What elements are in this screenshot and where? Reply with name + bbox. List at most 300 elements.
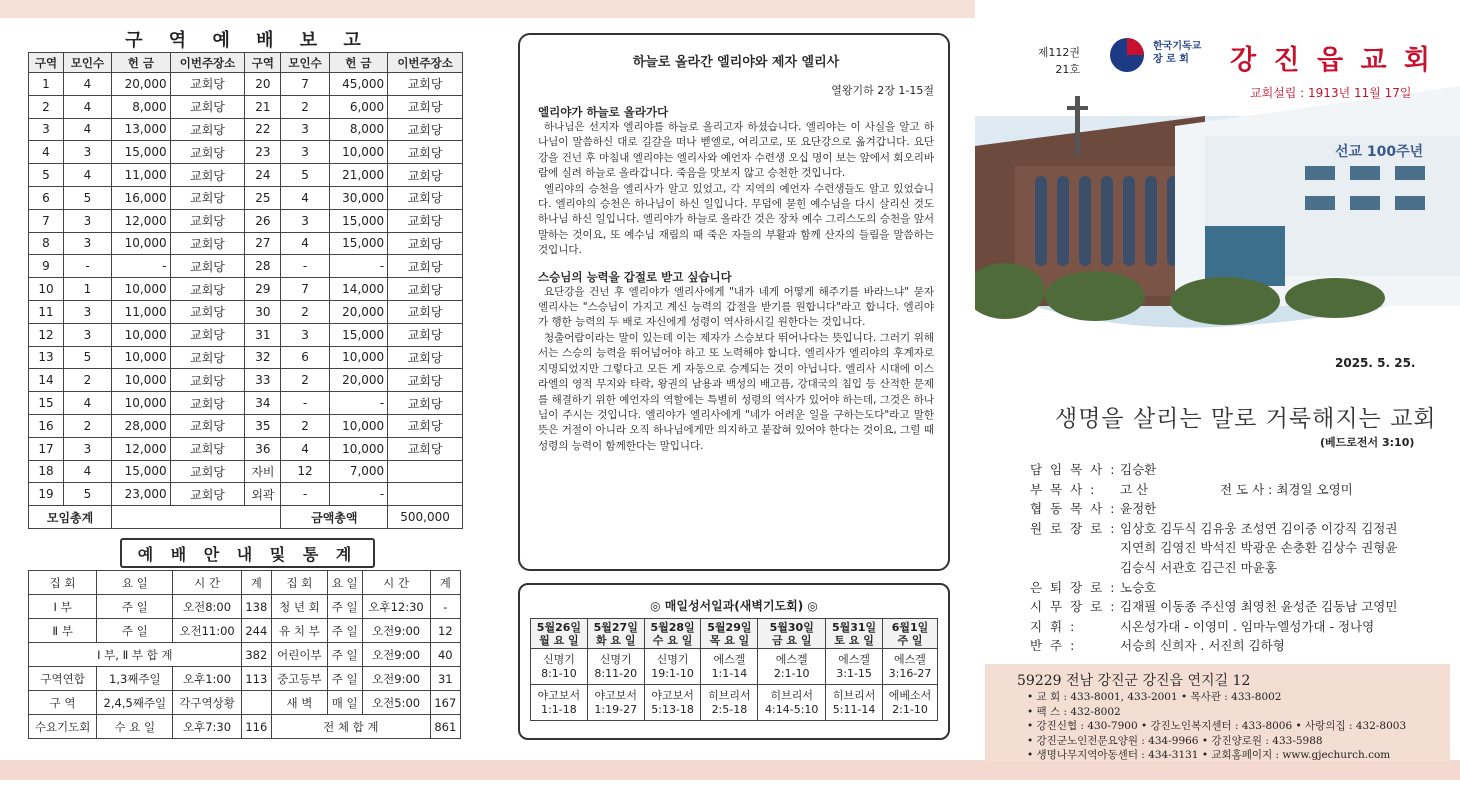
staff-names: 임상호 김두식 김유웅 조성연 김이중 이강직 김정권 (1120, 520, 1398, 536)
table-cell: 2 (281, 95, 329, 118)
report-header-cell: 모인수 (63, 53, 111, 73)
table-cell: 11 (29, 300, 64, 323)
table-cell: 10,000 (329, 437, 388, 460)
table-cell: 주 일 (327, 667, 362, 691)
table-cell: 교회당 (170, 278, 245, 301)
bible-book: 에스겔 (838, 652, 871, 666)
issue-volume: 제112권 (1037, 46, 1080, 59)
table-cell: 10,000 (112, 232, 171, 255)
table-cell: 교회당 (170, 232, 245, 255)
staff-label: 시 무 장 로 : (1030, 599, 1117, 615)
table-cell: 2 (281, 414, 329, 437)
stats-header-row (29, 571, 461, 595)
table-cell: 교회당 (388, 323, 463, 346)
staff-row (1030, 597, 1397, 617)
table-cell: 주 일 (97, 619, 173, 643)
bible-reading-cell (701, 649, 758, 685)
table-cell: 오전9:00 (362, 667, 430, 691)
table-cell: - (281, 255, 329, 278)
table-cell: 15,000 (329, 232, 388, 255)
table-cell: 4 (63, 392, 111, 415)
table-cell: 주 일 (327, 595, 362, 619)
bible-chapter: 19:1-10 (651, 666, 694, 680)
total-empty (112, 506, 281, 529)
report-header-cell: 헌 금 (112, 53, 171, 73)
top-band (0, 0, 975, 18)
bible-book: 에스겔 (775, 652, 808, 666)
worship-stats-title-box (120, 538, 375, 568)
table-cell: 교회당 (170, 437, 245, 460)
table-cell: 3 (63, 141, 111, 164)
table-cell: 4 (63, 460, 111, 483)
district-report-table (28, 52, 463, 529)
table-cell: - (329, 392, 388, 415)
bible-day-cell (882, 619, 937, 649)
table-row (29, 667, 461, 691)
staff-row (1030, 460, 1397, 480)
bible-reading-cell (826, 685, 883, 721)
denomination-name (1153, 40, 1201, 66)
table-cell: 15,000 (329, 323, 388, 346)
bible-date: 5월29일 (707, 620, 752, 634)
table-cell: 28 (245, 255, 281, 278)
bible-chapter: 2:5-18 (711, 702, 748, 716)
table-row (29, 300, 463, 323)
table-cell: 13 (29, 346, 64, 369)
table-cell: 6 (281, 346, 329, 369)
table-cell: 교회당 (388, 209, 463, 232)
table-cell: 교회당 (170, 460, 245, 483)
staff-row (1030, 519, 1397, 539)
table-row (29, 186, 463, 209)
table-row (29, 278, 463, 301)
bible-day-cell (531, 619, 588, 649)
staff-label (1030, 558, 1120, 578)
table-cell: 교회당 (388, 73, 463, 96)
table-cell: 각구역상황 (173, 691, 241, 715)
bible-reading-cell (758, 685, 826, 721)
table-cell: 교회당 (170, 369, 245, 392)
table-cell (388, 460, 463, 483)
staff-names: 서승희 신희자 . 서진희 김하형 (1120, 638, 1285, 654)
slogan-reference: (베드로전서 3:10) (1320, 436, 1415, 449)
bible-book: 야고보서 (537, 688, 581, 702)
worship-stats-title: 예 배 안 내 및 통 계 (137, 544, 358, 564)
report-header-cell: 이번주장소 (388, 53, 463, 73)
table-cell: 40 (430, 643, 460, 667)
table-row (29, 414, 463, 437)
table-cell: 12,000 (112, 209, 171, 232)
denomination-line1: 한국기독교 (1153, 41, 1202, 52)
bible-chapter: 1:1-14 (711, 666, 748, 680)
table-cell: 7 (281, 278, 329, 301)
table-cell: 교회당 (388, 232, 463, 255)
amount-total: 500,000 (388, 506, 463, 529)
table-cell: 교회당 (388, 186, 463, 209)
table-cell: 33 (245, 369, 281, 392)
staff-label: 담 임 목 사 : (1030, 462, 1117, 477)
table-cell: 교회당 (388, 164, 463, 187)
table-cell: 구역연합 (29, 667, 97, 691)
report-header-cell: 구역 (245, 53, 281, 73)
table-cell: 10,000 (329, 141, 388, 164)
staff-label: 지 휘 : (1030, 618, 1077, 634)
report-header-cell: 모인수 (281, 53, 329, 73)
table-cell: 3 (29, 118, 64, 141)
table-cell: 교회당 (170, 141, 245, 164)
bible-reading-cell (882, 685, 937, 721)
table-cell: 25 (245, 186, 281, 209)
table-cell: 새 벽 (272, 691, 328, 715)
table-cell: - (112, 255, 171, 278)
table-cell: 22 (245, 118, 281, 141)
table-cell: 9 (29, 255, 64, 278)
staff-row (1030, 578, 1397, 598)
bible-reading-cell (644, 685, 701, 721)
table-cell: - (329, 483, 388, 506)
table-cell: 10,000 (112, 369, 171, 392)
bible-day-cell (644, 619, 701, 649)
table-cell: 교회당 (170, 255, 245, 278)
table-cell: 167 (430, 691, 460, 715)
staff-names: 윤정한 (1120, 501, 1157, 517)
bible-book: 신명기 (656, 652, 689, 666)
table-cell: 26 (245, 209, 281, 232)
table-cell: 교회당 (388, 414, 463, 437)
table-cell: 138 (241, 595, 271, 619)
table-cell: 12 (29, 323, 64, 346)
table-row (29, 437, 463, 460)
table-row (29, 346, 463, 369)
table-cell: 31 (430, 667, 460, 691)
sermon-subheading: 엘리야가 하늘로 올라가다 (538, 105, 669, 119)
table-cell: 2 (29, 95, 64, 118)
table-cell: 주 일 (97, 595, 173, 619)
denomination-line2: 장 로 회 (1153, 54, 1189, 65)
staff-list (1030, 460, 1397, 656)
table-cell: 외곽 (245, 483, 281, 506)
table-cell: 10,000 (112, 346, 171, 369)
table-cell: 교회당 (170, 300, 245, 323)
bible-reading-row (531, 649, 938, 685)
bible-reading-cell (531, 649, 588, 685)
staff-row (1030, 538, 1397, 558)
table-cell: 2 (63, 369, 111, 392)
staff-names: 김승환 (1120, 462, 1157, 477)
table-cell: 24 (245, 164, 281, 187)
staff-label: 반 주 : (1030, 638, 1077, 654)
table-cell: 382 (241, 643, 271, 667)
table-cell: 교회당 (170, 483, 245, 506)
stats-header-cell: 집 회 (29, 571, 97, 595)
table-row (29, 619, 461, 643)
table-cell: 21 (245, 95, 281, 118)
table-cell: 21,000 (329, 164, 388, 187)
sermon-paragraph: 엘리야의 승천을 엘리사가 알고 있었고, 각 지역의 예언자 수련생들도 알고 있었습니다. 엘리야의 승천은 하나님이 하신 일입니다. 무덤에 묻힌 예수님을 다시 살리신 것도 하나님 하신 일입니다. 엘리야가 하늘로 올라간 것은 장차 예수 그리스도의 승천을 앞서 말하는 것이요, 또 예수님 재림의 때 죽은 자들의 부활과 함께 산자의 들림을 말씀하는 것입니다. (538, 182, 934, 257)
table-cell: 116 (241, 715, 271, 739)
table-cell: 교회당 (388, 300, 463, 323)
table-row (29, 595, 461, 619)
stats-header-cell: 집 회 (272, 571, 328, 595)
table-cell (241, 691, 271, 715)
staff-row (1030, 499, 1397, 519)
established-date: 교회설립 : 1913년 11월 17일 (1250, 86, 1412, 100)
church-name: 강 진 읍 교 회 (1230, 45, 1435, 76)
contact-list (1027, 690, 1406, 763)
stats-header-cell: 요 일 (97, 571, 173, 595)
issue-number (1020, 44, 1080, 78)
bible-book: 히브리서 (832, 688, 876, 702)
bible-book: 신명기 (542, 652, 575, 666)
bible-chapter: 3:16-27 (888, 666, 932, 680)
bible-book: 신명기 (599, 652, 632, 666)
table-cell: 113 (241, 667, 271, 691)
table-cell: 12 (430, 619, 460, 643)
table-cell: 20 (245, 73, 281, 96)
stats-header-cell: 계 (430, 571, 460, 595)
district-report-title: 구 역 예 배 보 고 (125, 30, 371, 51)
bible-date: 5월31일 (831, 620, 877, 634)
table-row (29, 483, 463, 506)
table-cell: 교회당 (388, 255, 463, 278)
bible-book: 히브리서 (708, 688, 751, 702)
table-cell: 교회당 (388, 141, 463, 164)
table-cell: 7 (281, 73, 329, 96)
table-cell: 12 (281, 460, 329, 483)
table-cell: - (329, 255, 388, 278)
contact-line: • 강진신협 : 430-7900 • 강진노인복지센터 : 433-8006 • 사랑의집 : 432-8003 (1027, 720, 1407, 733)
table-cell: 8,000 (112, 95, 171, 118)
table-cell: 45,000 (329, 73, 388, 96)
bible-reading-cell (644, 649, 701, 685)
table-cell: 교회당 (170, 414, 245, 437)
table-cell: 교회당 (170, 73, 245, 96)
table-cell: 교회당 (388, 369, 463, 392)
table-cell: 교회당 (170, 392, 245, 415)
table-cell: 10,000 (112, 323, 171, 346)
bible-day-cell (758, 619, 826, 649)
bible-reading-cell (826, 649, 883, 685)
table-cell: - (63, 255, 111, 278)
table-row (29, 118, 463, 141)
table-row (29, 691, 461, 715)
bible-weekday: 토 요 일 (834, 633, 874, 647)
bulletin-date: 2025. 5. 25. (1335, 356, 1416, 370)
table-cell: 23,000 (112, 483, 171, 506)
table-cell: 오전9:00 (362, 619, 430, 643)
table-row (29, 323, 463, 346)
table-cell: 15,000 (329, 209, 388, 232)
sermon-paragraph: 하나님은 선지자 엘리야를 하늘로 올리고자 하셨습니다. 엘리야는 이 사실을 알고 하나님이 말씀하신 대로 길갈을 떠나 벧엘로, 여리고로, 또 요단강으로 옮겨갑니다. 요단강을 건넌 후 마침내 엘리야는 엘리사와 예언자 수련생 오십 명이 보는 앞에서 회오리바람에 실려 하늘로 올라갑니다. 죽음을 맛보지 않고 승천한 것입니다. (538, 121, 934, 180)
table-cell: 7,000 (329, 460, 388, 483)
table-cell: 30 (245, 300, 281, 323)
bible-date: 6월1일 (891, 620, 929, 634)
staff-names: 노승호 (1120, 579, 1157, 595)
bible-chapter: 2:1-10 (773, 666, 810, 680)
table-cell: 16,000 (112, 186, 171, 209)
bible-weekday: 주 일 (897, 633, 923, 647)
table-cell: 20,000 (329, 369, 388, 392)
bible-book: 에스겔 (894, 652, 926, 666)
report-header-cell: 이번주장소 (170, 53, 245, 73)
slogan: 생명을 살리는 말로 거룩해지는 교회 (1055, 406, 1437, 432)
table-cell: 교회당 (388, 346, 463, 369)
sermon-reference: 열왕기하 2장 1-15절 (831, 84, 934, 97)
table-cell: 3 (63, 232, 111, 255)
table-row (29, 209, 463, 232)
sermon-paragraph: 청출어람이라는 말이 있는데 이는 제자가 스승보다 뛰어나다는 뜻입니다. 그러기 위해서는 스승의 능력을 뛰어넘어야 하고 또 노력해야 합니다. 엘리사가 엘리야의 후계자로 지명되었지만 그렇다고 모든 게 자동으로 승계되는 것이 아닙니다. 엘리사 시대에 이스라엘의 영적 무지와 타락, 왕권의 남용과 백성의 배고픔, 강대국의 침입 등 산적한 문제를 해결하기 위한 예언자의 역할에는 특별히 성령의 역사가 있어야 하는데, 그것은 하나님이 주시는 것입니다. 엘리야가 엘리사에게 "네가 어려운 일을 구하는도다"라고 말한 뜻은 거절이 아니라 오직 하나님에게만 의지하고 붙잡혀 있어야 한다는 것이요, 그럴 때 성령의 능력이 함께한다는 말입니다. (538, 331, 934, 452)
table-cell: 유 치 부 (272, 619, 328, 643)
table-cell: 20,000 (329, 300, 388, 323)
table-cell: 교회당 (170, 209, 245, 232)
table-row (29, 369, 463, 392)
stats-header-cell: 계 (241, 571, 271, 595)
report-header-cell: 헌 금 (329, 53, 388, 73)
table-cell: 10,000 (112, 278, 171, 301)
bible-day-cell (701, 619, 758, 649)
bible-reading-cell (882, 649, 937, 685)
bible-book: 야고보서 (594, 688, 637, 702)
table-cell: 3 (63, 437, 111, 460)
table-cell: 오후7:30 (173, 715, 241, 739)
table-cell: 4 (63, 73, 111, 96)
table-cell: 11,000 (112, 164, 171, 187)
bible-day-row (531, 619, 938, 649)
table-cell: 교회당 (170, 186, 245, 209)
bible-chapter: 1:1-18 (541, 702, 577, 716)
table-cell: 5 (63, 346, 111, 369)
sermon-box (518, 33, 950, 571)
table-cell: 15,000 (112, 141, 171, 164)
table-cell: 19 (29, 483, 64, 506)
cover-panel (975, 0, 1460, 786)
table-cell: 1 (63, 278, 111, 301)
table-cell: 17 (29, 437, 64, 460)
table-cell: 1 (29, 73, 64, 96)
bible-weekday: 목 요 일 (709, 633, 750, 647)
table-cell: 2 (281, 369, 329, 392)
table-cell: 교회당 (388, 118, 463, 141)
report-total-row (29, 506, 463, 529)
table-cell: 오후12:30 (362, 595, 430, 619)
bible-day-cell (826, 619, 883, 649)
table-cell: 3 (281, 141, 329, 164)
table-cell: 16 (29, 414, 64, 437)
table-cell: 15 (29, 392, 64, 415)
table-cell: 8,000 (329, 118, 388, 141)
sermon-paragraph: 요단강을 건넌 후 엘리야가 엘리사에게 "내가 네게 어떻게 해주기를 바라느냐" 묻자 엘리사는 "스승님이 가지고 계신 능력의 갑절을 받기를 원합니다"라고 합니다. 엘리야가 행한 능력의 두 배로 자신에게 성령이 역사하시길 원한다는 것입니다. (538, 285, 934, 329)
table-cell (388, 483, 463, 506)
table-cell: 5 (29, 164, 64, 187)
table-cell: 244 (241, 619, 271, 643)
bible-reading-cell (531, 685, 588, 721)
bible-book: 야고보서 (651, 688, 694, 702)
bible-chapter: 4:14-5:10 (765, 702, 819, 716)
bible-weekday: 수 요 일 (652, 633, 693, 647)
table-cell: 4 (281, 186, 329, 209)
table-cell: 3 (281, 118, 329, 141)
table-cell: 18 (29, 460, 64, 483)
staff-row (1030, 636, 1397, 656)
table-cell: 2,4,5째주일 (97, 691, 173, 715)
table-cell: 35 (245, 414, 281, 437)
table-cell: 중고등부 (272, 667, 328, 691)
table-cell: 수요기도회 (29, 715, 97, 739)
table-cell: 5 (281, 164, 329, 187)
bible-chapter: 2:1-10 (892, 702, 928, 716)
bible-book: 히브리서 (770, 688, 813, 702)
table-cell: 자비 (245, 460, 281, 483)
table-cell: 4 (281, 232, 329, 255)
staff-names: 지연희 김영진 박석진 박광운 손충환 김상수 권형윤 (1120, 540, 1398, 556)
table-cell: 4 (63, 118, 111, 141)
issue-no: 21호 (1055, 63, 1080, 76)
contact-line: • 강진군노인전문요양원 : 434-9966 • 강진양로원 : 433-5988 (1027, 734, 1323, 747)
bible-chapter: 3:1-15 (836, 666, 872, 680)
table-cell: 4 (29, 141, 64, 164)
table-cell: 교회당 (170, 346, 245, 369)
table-cell: 10,000 (329, 346, 388, 369)
table-cell: 교회당 (170, 95, 245, 118)
table-row (29, 164, 463, 187)
table-cell: 전 체 합 계 (272, 715, 431, 739)
sermon-title: 하늘로 올라간 엘리야와 제자 엘리사 (632, 55, 840, 70)
table-cell: 2 (281, 300, 329, 323)
bible-chapter: 8:1-10 (541, 666, 577, 680)
bible-chapter: 5:11-14 (832, 702, 876, 716)
bible-book: 에베소서 (888, 688, 932, 702)
bible-reading-cell (758, 649, 826, 685)
bible-date: 5월30일 (769, 620, 814, 634)
staff-label: 부 목 사 : (1030, 481, 1097, 497)
table-cell: 2 (63, 414, 111, 437)
table-cell: 28,000 (112, 414, 171, 437)
table-cell: 6 (29, 186, 64, 209)
table-cell: 10,000 (112, 392, 171, 415)
table-cell: 오전8:00 (173, 595, 241, 619)
stats-header-cell: 시 간 (362, 571, 430, 595)
table-cell: 교회당 (388, 437, 463, 460)
bible-reading-row (531, 685, 938, 721)
table-cell: 4 (63, 95, 111, 118)
table-cell: 3 (63, 300, 111, 323)
table-row (29, 715, 461, 739)
table-cell: 36 (245, 437, 281, 460)
table-cell: 3 (63, 209, 111, 232)
table-cell: 교회당 (388, 392, 463, 415)
table-row (29, 141, 463, 164)
table-cell: 3 (281, 209, 329, 232)
bible-chapter: 1:19-27 (594, 702, 638, 716)
sermon-subheading: 스승님의 능력을 갑절로 받고 싶습니다 (538, 269, 732, 284)
table-cell: - (281, 483, 329, 506)
table-cell: 수 요 일 (97, 715, 173, 739)
table-cell: Ⅱ 부 (29, 619, 97, 643)
bible-reading-cell (587, 685, 644, 721)
table-cell: 14 (29, 369, 64, 392)
table-cell: 오후1:00 (173, 667, 241, 691)
table-cell: 10,000 (329, 414, 388, 437)
mission-sign: 선교 100주년 (1335, 144, 1424, 160)
bible-day-cell (587, 619, 644, 649)
report-header-cell: 구역 (29, 53, 64, 73)
staff-names: 김승식 서관호 김근진 마윤홍 (1120, 559, 1277, 575)
bible-chapter: 8:11-20 (594, 666, 638, 680)
church-address: 59229 전남 강진군 강진읍 연지길 12 (1017, 673, 1251, 689)
table-cell: 8 (29, 232, 64, 255)
stats-header-cell: 시 간 (173, 571, 241, 595)
report-header-row (29, 53, 463, 73)
